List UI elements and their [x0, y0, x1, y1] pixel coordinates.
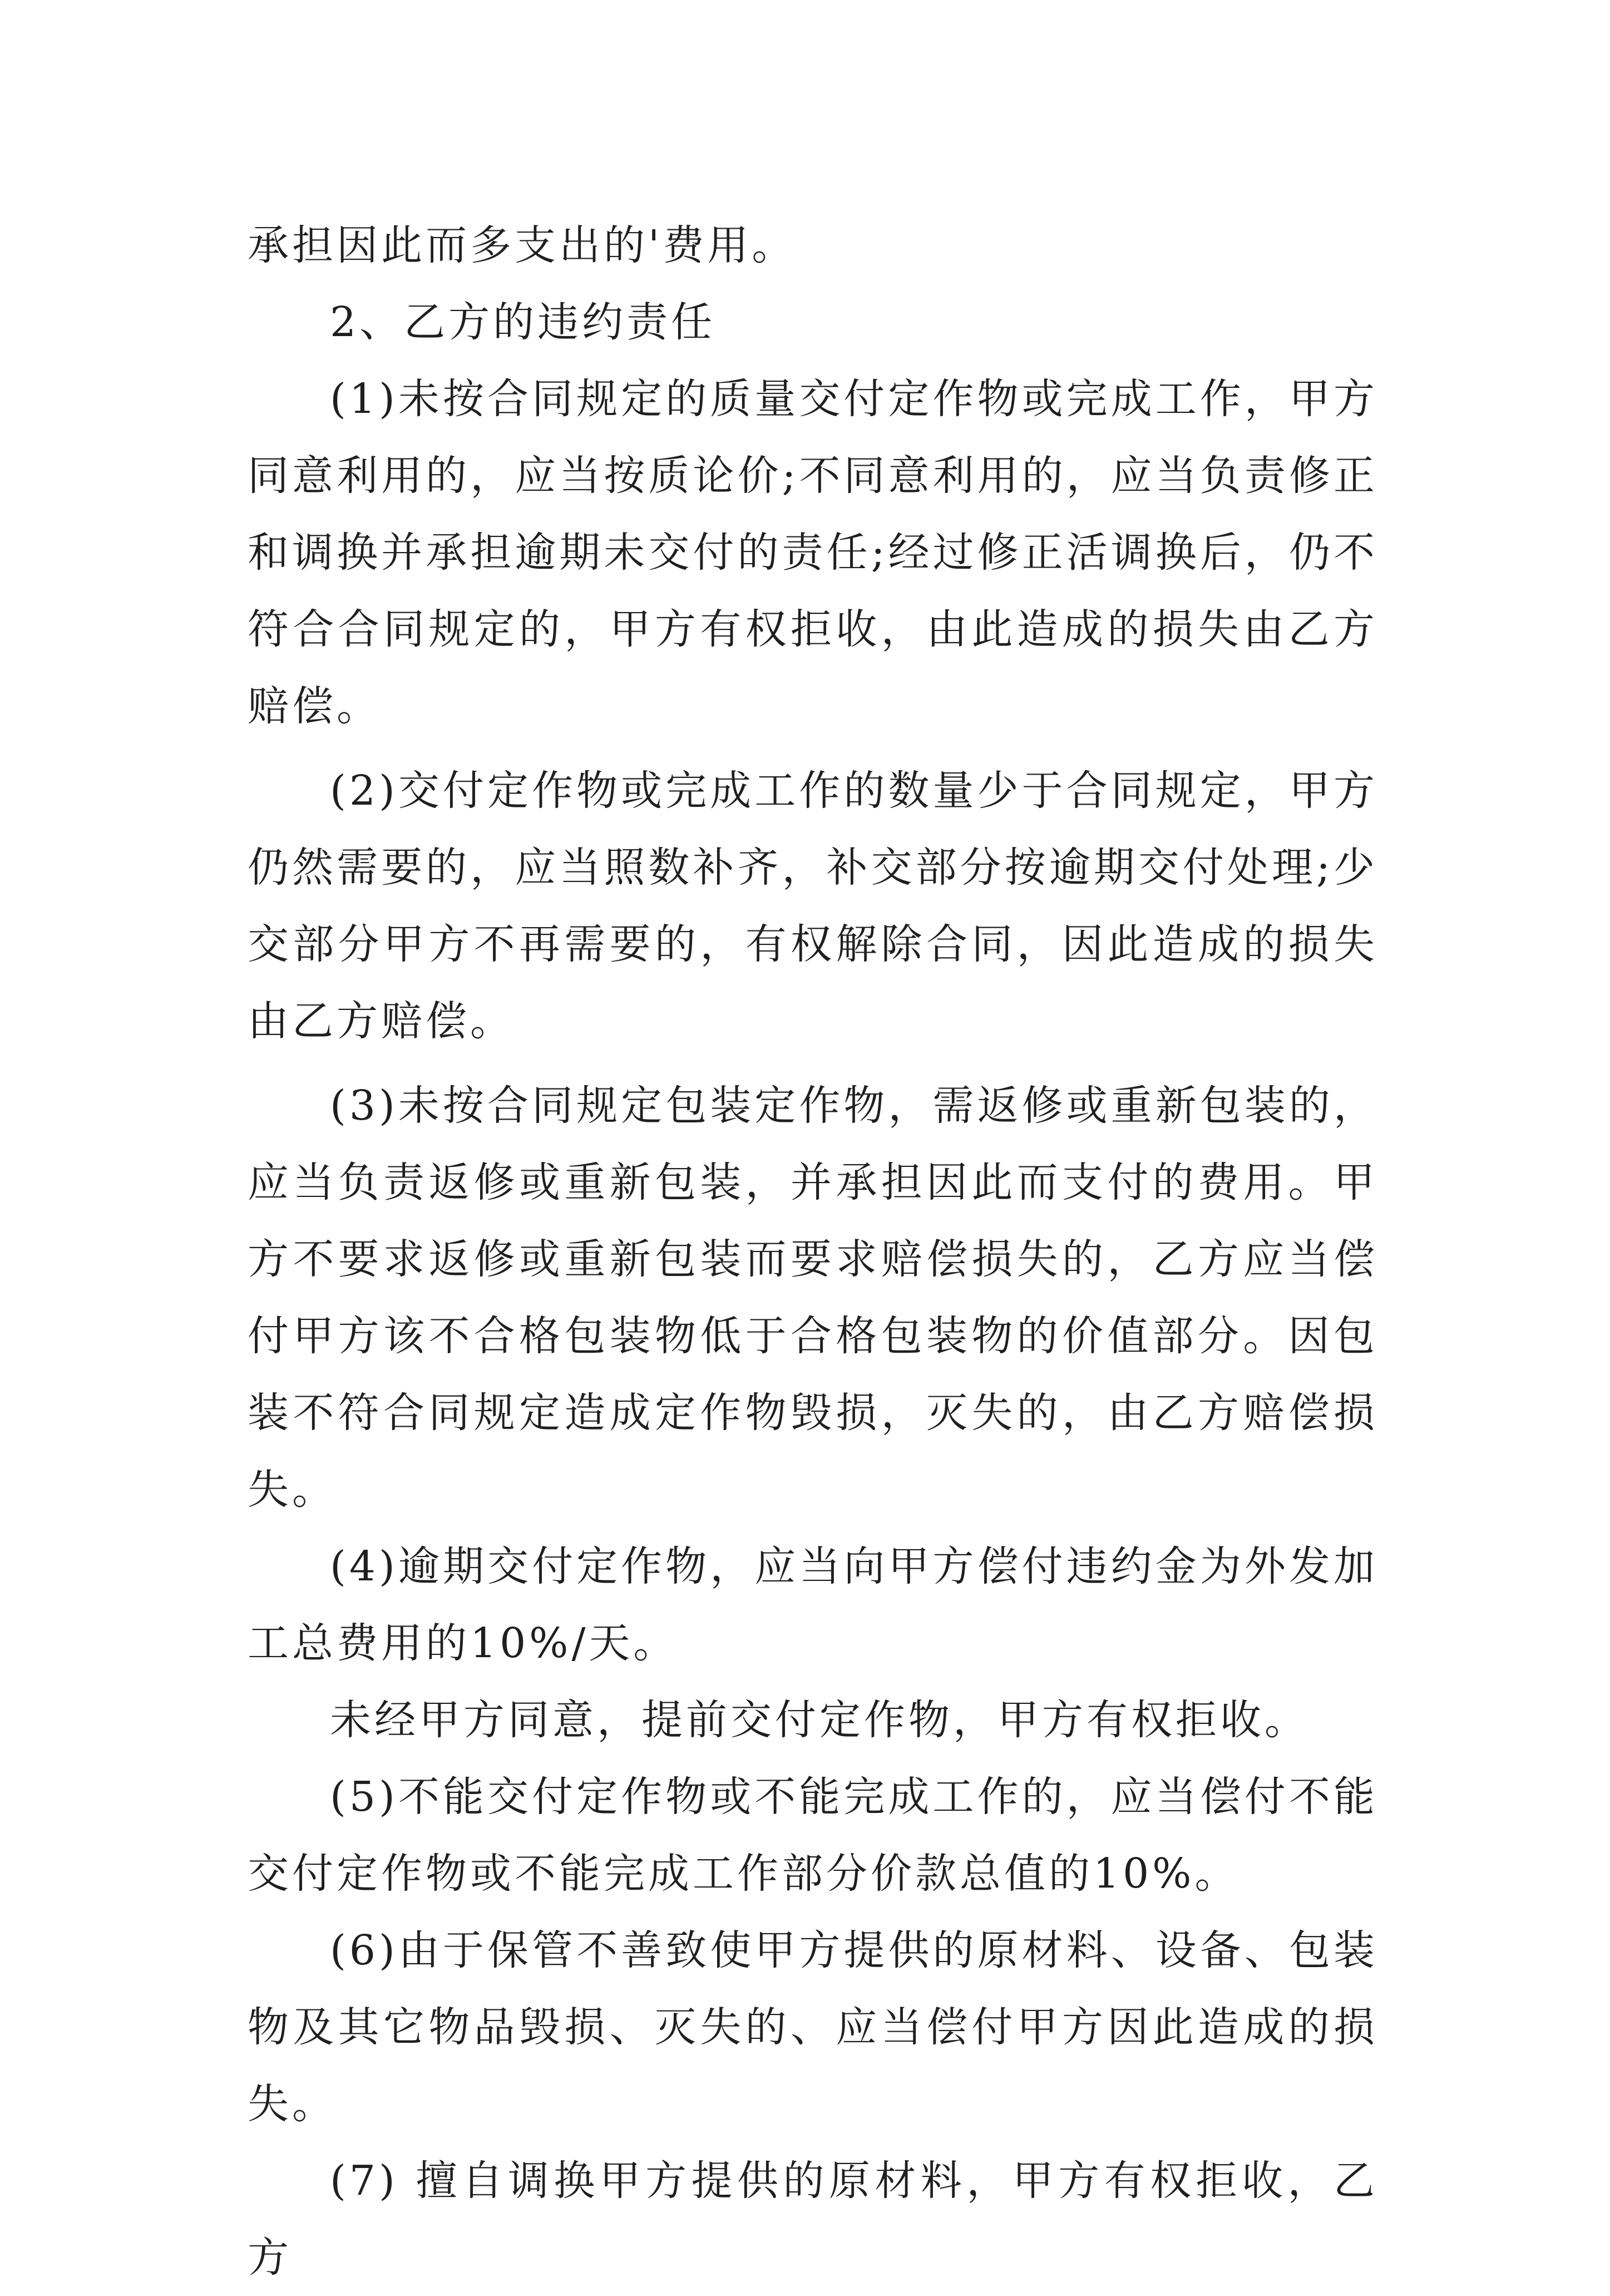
paragraph-continuation: 承担因此而多支出的'费用。: [248, 221, 797, 269]
document-body: [248, 207, 1378, 2296]
clause-5: (5)不能交付定作物或不能完成工作的，应当偿付不能交付定作物或不能完成工作部分价款总值的10%。: [248, 1773, 1378, 1898]
clause-3: (3)未按合同规定包装定作物，需返修或重新包装的，应当负责返修或重新包装，并承担因此而支付的费用。甲方不要求返修或重新包装而要求赔偿损失的，乙方应当偿付甲方该不合格包装物低于合格包装物的价值部分。因包装不符合同规定造成定作物毁损，灭失的，由乙方赔偿损失。: [248, 1082, 1378, 1514]
section-heading: 2、乙方的违约责任: [330, 298, 716, 346]
clause-4-note: 未经甲方同意，提前交付定作物，甲方有权拒收。: [330, 1696, 1309, 1744]
clause-2: (2)交付定作物或完成工作的数量少于合同规定，甲方仍然需要的，应当照数补齐，补交部分按逾期交付处理;少交部分甲方不再需要的，有权解除合同，因此造成的损失由乙方赔偿。: [248, 767, 1378, 1045]
clause-4: (4)逾期交付定作物，应当向甲方偿付违约金为外发加工总费用的10%/天。: [248, 1543, 1378, 1667]
clause-1: (1)未按合同规定的质量交付定作物或完成工作，甲方同意利用的，应当按质论价;不同意利用的，应当负责修正和调换并承担逾期未交付的责任;经过修正活调换后，仍不符合合同规定的，甲方有权拒收，由此造成的损失由乙方赔偿。: [248, 375, 1378, 730]
clause-6: (6)由于保管不善致使甲方提供的原材料、设备、包装物及其它物品毁损、灭失的、应当偿付甲方因此造成的损失。: [248, 1927, 1378, 2128]
clause-7: (7) 擅自调换甲方提供的原材料，甲方有权拒收，乙方: [248, 2157, 1378, 2282]
